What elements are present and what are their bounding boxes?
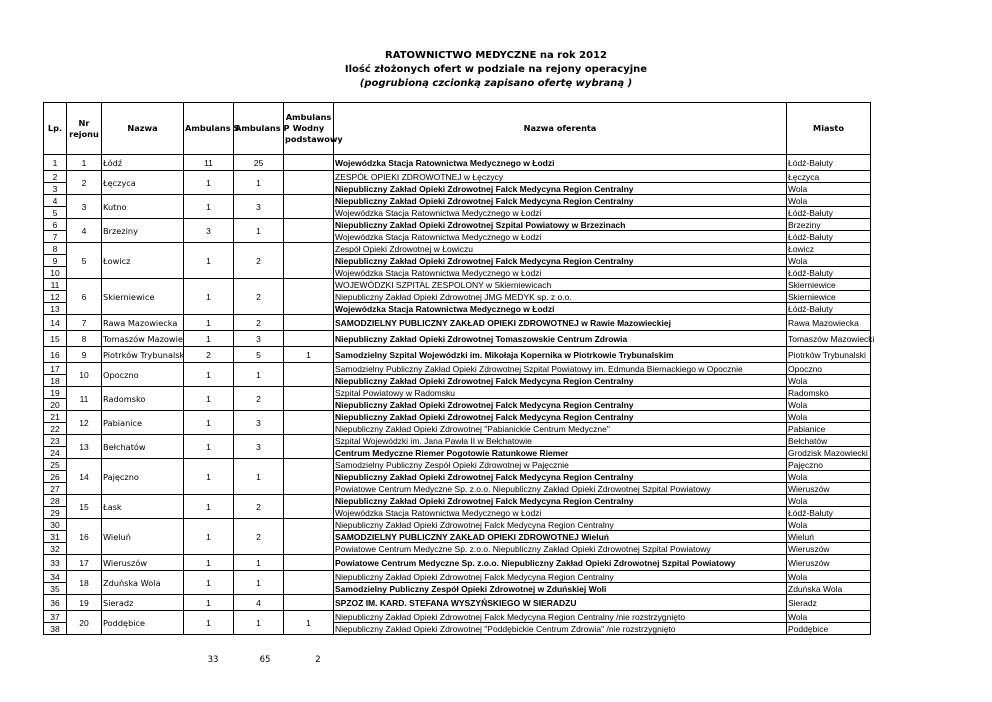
cell-lp: 15 [44,331,67,347]
cell-nazwa: Pabianice [102,411,184,435]
cell-nazwa-oferenta: Powiatowe Centrum Medyczne Sp. z.o.o. Niepubliczny Zakład Opieki Zdrowotnej Szpital Powiatowy [334,555,787,571]
cell-ambulans-wodny [284,495,334,519]
cell-miasto: Łódź-Bałuty [787,303,871,315]
cell-lp: 31 [44,531,67,543]
cell-lp: 35 [44,583,67,595]
cell-nazwa-oferenta: Centrum Medyczne Riemer Pogotowie Ratunkowe Riemer [334,447,787,459]
cell-ambulans-s: 1 [184,171,234,195]
cell-ambulans-p: 3 [234,435,284,459]
cell-lp: 12 [44,291,67,303]
cell-lp: 22 [44,423,67,435]
cell-nr-rejonu: 15 [67,495,102,519]
cell-ambulans-wodny [284,519,334,555]
total-ambulans-s: 33 [207,655,219,665]
cell-ambulans-wodny [284,555,334,571]
cell-ambulans-wodny [284,195,334,219]
cell-ambulans-wodny [284,219,334,243]
cell-lp: 25 [44,459,67,471]
cell-ambulans-s: 1 [184,279,234,315]
cell-nazwa-oferenta: Wojewódzka Stacja Ratownictwa Medycznego w Łodzi [334,207,787,219]
cell-ambulans-p: 1 [234,555,284,571]
cell-lp: 33 [44,555,67,571]
cell-miasto: Łęczyca [787,171,871,183]
table-header-row [44,103,871,155]
table-row [44,519,871,531]
cell-lp: 7 [44,231,67,243]
cell-miasto: Wola [787,611,871,623]
cell-miasto: Pabianice [787,423,871,435]
cell-lp: 14 [44,315,67,331]
cell-nr-rejonu: 3 [67,195,102,219]
cell-nazwa-oferenta: Wojewódzka Stacja Ratownictwa Medycznego w Łodzi [334,155,787,171]
cell-ambulans-wodny [284,435,334,459]
cell-miasto: Wola [787,399,871,411]
cell-nr-rejonu: 20 [67,611,102,635]
cell-ambulans-p: 1 [234,171,284,195]
cell-ambulans-s: 11 [184,155,234,171]
cell-miasto: Tomaszów Mazowiecki [787,331,871,347]
cell-nr-rejonu: 1 [67,155,102,171]
cell-nazwa: Pajęczno [102,459,184,495]
cell-ambulans-p: 25 [234,155,284,171]
cell-nr-rejonu: 11 [67,387,102,411]
cell-nazwa-oferenta: Samodzielny Szpital Wojewódzki im. Mikołaja Kopernika w Piotrkowie Trybunalskim [334,347,787,363]
cell-lp: 38 [44,623,67,635]
cell-miasto: Łódź-Bałuty [787,231,871,243]
cell-nazwa-oferenta: Powiatowe Centrum Medyczne Sp. z.o.o. Niepubliczny Zakład Opieki Zdrowotnej Szpital Powiatowy [334,543,787,555]
cell-nazwa: Bełchatów [102,435,184,459]
cell-miasto: Skierniewice [787,291,871,303]
cell-miasto: Wieruszów [787,483,871,495]
cell-nazwa: Łęczyca [102,171,184,195]
cell-ambulans-p: 3 [234,331,284,347]
cell-nr-rejonu: 2 [67,171,102,195]
cell-nazwa-oferenta: SAMODZIELNY PUBLICZNY ZAKŁAD OPIEKI ZDROWOTNEJ Wieluń [334,531,787,543]
cell-nr-rejonu: 10 [67,363,102,387]
cell-nazwa-oferenta: Samodzielny Publiczny Zespół Opieki Zdrowotnej w Pajęcznie [334,459,787,471]
table-row [44,279,871,291]
cell-nazwa-oferenta: Samodzielny Publiczny Zakład Opieki Zdrowotnej Szpital Powiatowy im. Edmunda Biernackiego w Opocznie [334,363,787,375]
cell-miasto: Wola [787,495,871,507]
cell-miasto: Opoczno [787,363,871,375]
cell-miasto: Wola [787,571,871,583]
cell-nazwa-oferenta: Niepubliczny Zakład Opieki Zdrowotnej Falck Medycyna Region Centralny [334,571,787,583]
cell-miasto: Łódź-Bałuty [787,155,871,171]
total-ambulans-wodny: 2 [315,655,321,665]
cell-ambulans-s: 1 [184,611,234,635]
cell-lp: 1 [44,155,67,171]
cell-ambulans-p: 1 [234,459,284,495]
cell-miasto: Wieruszów [787,543,871,555]
cell-lp: 37 [44,611,67,623]
cell-lp: 18 [44,375,67,387]
header-miasto: Miasto [787,103,871,155]
cell-nazwa: Brzeziny [102,219,184,243]
cell-miasto: Grodzisk Mazowiecki [787,447,871,459]
table-row [44,363,871,375]
cell-nazwa-oferenta: Niepubliczny Zakład Opieki Zdrowotnej JMG MEDYK sp. z o.o. [334,291,787,303]
cell-nr-rejonu: 6 [67,279,102,315]
cell-lp: 3 [44,183,67,195]
cell-lp: 19 [44,387,67,399]
cell-ambulans-wodny [284,595,334,611]
cell-miasto: Łowicz [787,243,871,255]
table-row [44,155,871,171]
header-nr-rejonu: Nr rejonu [67,103,102,155]
table-row [44,611,871,623]
cell-miasto: Wola [787,183,871,195]
cell-ambulans-s: 1 [184,435,234,459]
cell-ambulans-s: 1 [184,195,234,219]
cell-nazwa: Skierniewice [102,279,184,315]
cell-nazwa-oferenta: SAMODZIELNY PUBLICZNY ZAKŁAD OPIEKI ZDROWOTNEJ w Rawie Mazowieckiej [334,315,787,331]
cell-ambulans-wodny [284,411,334,435]
cell-nazwa-oferenta: SPZOZ IM. KARD. STEFANA WYSZYŃSKIEGO W SIERADZU [334,595,787,611]
cell-nazwa-oferenta: Niepubliczny Zakład Opieki Zdrowotnej "Pabianickie Centrum Medyczne" [334,423,787,435]
cell-nr-rejonu: 14 [67,459,102,495]
cell-nazwa: Tomaszów Mazowie [102,331,184,347]
cell-miasto: Wola [787,195,871,207]
cell-nazwa-oferenta: Niepubliczny Zakład Opieki Zdrowotnej Falck Medycyna Region Centralny [334,375,787,387]
cell-ambulans-p: 4 [234,595,284,611]
cell-nr-rejonu: 4 [67,219,102,243]
cell-lp: 4 [44,195,67,207]
cell-nazwa: Zduńska Wola [102,571,184,595]
cell-miasto: Łódź-Bałuty [787,207,871,219]
cell-lp: 26 [44,471,67,483]
cell-nazwa: Piotrków Trybunalsk [102,347,184,363]
cell-ambulans-s: 2 [184,347,234,363]
cell-ambulans-s: 1 [184,495,234,519]
cell-lp: 20 [44,399,67,411]
cell-miasto: Łódź-Bałuty [787,267,871,279]
cell-nr-rejonu: 5 [67,243,102,279]
cell-lp: 16 [44,347,67,363]
table-row [44,387,871,399]
table-row [44,243,871,255]
cell-nazwa: Rawa Mazowiecka [102,315,184,331]
page-subtitle: Ilość złożonych ofert w podziale na rejony operacyjne [344,64,648,75]
cell-nazwa-oferenta: Niepubliczny Zakład Opieki Zdrowotnej Falck Medycyna Region Centralny [334,411,787,423]
cell-nazwa-oferenta: Niepubliczny Zakład Opieki Zdrowotnej Falck Medycyna Region Centralny [334,183,787,195]
cell-lp: 6 [44,219,67,231]
table-row [44,571,871,583]
table-row [44,171,871,183]
cell-nazwa-oferenta: Niepubliczny Zakład Opieki Zdrowotnej Falck Medycyna Region Centralny [334,255,787,267]
cell-ambulans-wodny [284,331,334,347]
cell-lp: 11 [44,279,67,291]
cell-nazwa: Sieradz [102,595,184,611]
cell-ambulans-p: 3 [234,195,284,219]
cell-ambulans-wodny: 1 [284,611,334,635]
table-row [44,459,871,471]
table-row [44,495,871,507]
table-row [44,331,871,347]
cell-miasto: Wola [787,255,871,267]
cell-lp: 5 [44,207,67,219]
cell-lp: 10 [44,267,67,279]
table-row [44,435,871,447]
cell-nazwa-oferenta: WOJEWÓDZKI SZPITAL ZESPOLONY w Skierniewicach [334,279,787,291]
cell-miasto: Wieruszów [787,555,871,571]
cell-ambulans-wodny [284,363,334,387]
cell-nazwa-oferenta: Wojewódzka Stacja Ratownictwa Medycznego w Łodzi [334,231,787,243]
cell-miasto: Bełchatów [787,435,871,447]
cell-lp: 32 [44,543,67,555]
cell-nazwa: Radomsko [102,387,184,411]
cell-lp: 28 [44,495,67,507]
table-row [44,315,871,331]
cell-ambulans-p: 5 [234,347,284,363]
cell-nr-rejonu: 13 [67,435,102,459]
table-row [44,411,871,423]
cell-nazwa-oferenta: Niepubliczny Zakład Opieki Zdrowotnej Falck Medycyna Region Centralny [334,195,787,207]
cell-ambulans-s: 1 [184,243,234,279]
cell-lp: 8 [44,243,67,255]
cell-nazwa-oferenta: Niepubliczny Zakład Opieki Zdrowotnej "Poddębickie Centrum Zdrowia" /nie rozstrzygnięto [334,623,787,635]
cell-lp: 9 [44,255,67,267]
cell-nazwa: Wieluń [102,519,184,555]
cell-ambulans-p: 1 [234,571,284,595]
cell-nr-rejonu: 9 [67,347,102,363]
cell-ambulans-wodny [284,459,334,495]
cell-ambulans-wodny [284,279,334,315]
cell-nazwa: Łowicz [102,243,184,279]
header-ambulans-p: Ambulans P [234,103,284,155]
cell-ambulans-s: 1 [184,555,234,571]
cell-miasto: Zduńska Wola [787,583,871,595]
cell-ambulans-p: 3 [234,411,284,435]
cell-nazwa-oferenta: Zespół Opieki Zdrowotnej w Łowiczu [334,243,787,255]
cell-ambulans-p: 2 [234,279,284,315]
cell-nazwa: Opoczno [102,363,184,387]
cell-miasto: Brzeziny [787,219,871,231]
cell-ambulans-s: 1 [184,363,234,387]
cell-ambulans-s: 1 [184,595,234,611]
cell-ambulans-p: 2 [234,387,284,411]
cell-nazwa-oferenta: Niepubliczny Zakład Opieki Zdrowotnej Falck Medycyna Region Centralny [334,471,787,483]
cell-ambulans-wodny: 1 [284,347,334,363]
cell-nr-rejonu: 18 [67,571,102,595]
cell-nazwa-oferenta: Niepubliczny Zakład Opieki Zdrowotnej Falck Medycyna Region Centralny [334,399,787,411]
cell-nazwa-oferenta: ZESPÓŁ OPIEKI ZDROWOTNEJ w Łęczycy [334,171,787,183]
cell-ambulans-p: 1 [234,219,284,243]
cell-ambulans-wodny [284,243,334,279]
cell-ambulans-wodny [284,155,334,171]
cell-miasto: Radomsko [787,387,871,399]
cell-miasto: Wola [787,411,871,423]
cell-ambulans-wodny [284,315,334,331]
cell-nr-rejonu: 16 [67,519,102,555]
cell-nr-rejonu: 19 [67,595,102,611]
cell-nazwa-oferenta: Niepubliczny Zakład Opieki Zdrowotnej Falck Medycyna Region Centralny [334,495,787,507]
cell-miasto: Wola [787,375,871,387]
cell-lp: 17 [44,363,67,375]
cell-miasto: Wola [787,519,871,531]
header-ambulans-wodny: Ambulans Wodny podstawowy [284,103,334,155]
cell-miasto: Wola [787,471,871,483]
cell-nazwa-oferenta: Wojewódzka Stacja Ratownictwa Medycznego w Łodzi [334,303,787,315]
cell-lp: 2 [44,171,67,183]
cell-nazwa: Kutno [102,195,184,219]
cell-nazwa-oferenta: Niepubliczny Zakład Opieki Zdrowotnej Falck Medycyna Region Centralny /nie rozstrzygnięto [334,611,787,623]
cell-nr-rejonu: 8 [67,331,102,347]
cell-ambulans-p: 2 [234,315,284,331]
cell-nr-rejonu: 7 [67,315,102,331]
table-row [44,595,871,611]
cell-lp: 24 [44,447,67,459]
cell-nazwa-oferenta: Szpital Powiatowy w Radomsku [334,387,787,399]
cell-ambulans-wodny [284,387,334,411]
cell-miasto: Piotrków Trybunalski [787,347,871,363]
cell-ambulans-s: 1 [184,411,234,435]
cell-lp: 29 [44,507,67,519]
cell-nazwa-oferenta: Szpital Wojewódzki im. Jana Pawła II w Bełchatowie [334,435,787,447]
cell-nr-rejonu: 12 [67,411,102,435]
cell-lp: 30 [44,519,67,531]
table-row [44,195,871,207]
page-note: (pogrubioną czcionką zapisano ofertę wybraną ) [359,78,633,89]
table-row [44,219,871,231]
cell-ambulans-wodny [284,171,334,195]
cell-ambulans-p: 2 [234,519,284,555]
cell-miasto: Poddębice [787,623,871,635]
cell-miasto: Skierniewice [787,279,871,291]
cell-lp: 21 [44,411,67,423]
cell-miasto: Pajęczno [787,459,871,471]
cell-ambulans-p: 1 [234,363,284,387]
cell-nazwa-oferenta: Niepubliczny Zakład Opieki Zdrowotnej Falck Medycyna Region Centralny [334,519,787,531]
page-title: RATOWNICTWO MEDYCZNE na rok 2012 [385,50,607,61]
cell-nazwa: Poddębice [102,611,184,635]
cell-nazwa: Łódź [102,155,184,171]
cell-lp: 27 [44,483,67,495]
header-nazwa-oferenta: Nazwa oferenta [334,103,787,155]
cell-ambulans-s: 1 [184,519,234,555]
header-ambulans-s: Ambulans S [184,103,234,155]
cell-nazwa: Łask [102,495,184,519]
table-row [44,347,871,363]
cell-ambulans-s: 1 [184,571,234,595]
cell-nr-rejonu: 17 [67,555,102,571]
cell-ambulans-s: 1 [184,459,234,495]
cell-nazwa: Wieruszów [102,555,184,571]
cell-nazwa-oferenta: Wojewódzka Stacja Ratownictwa Medycznego w Łodzi [334,507,787,519]
cell-ambulans-p: 2 [234,243,284,279]
cell-miasto: Łódź-Bałuty [787,507,871,519]
cell-ambulans-s: 1 [184,315,234,331]
cell-lp: 23 [44,435,67,447]
cell-nazwa-oferenta: Niepubliczny Zakład Opieki Zdrowotnej Szpital Powiatowy w Brzezinach [334,219,787,231]
cell-lp: 34 [44,571,67,583]
offers-table [43,102,875,635]
cell-miasto: Rawa Mazowiecka [787,315,871,331]
cell-nazwa-oferenta: Powiatowe Centrum Medyczne Sp. z.o.o. Niepubliczny Zakład Opieki Zdrowotnej Szpital Powiatowy [334,483,787,495]
cell-lp: 13 [44,303,67,315]
table-body [44,155,875,635]
cell-ambulans-wodny [284,571,334,595]
cell-miasto: Wieluń [787,531,871,543]
cell-ambulans-s: 3 [184,219,234,243]
table-row [44,555,871,571]
header-lp: Lp. [44,103,67,155]
cell-nazwa-oferenta: Niepubliczny Zakład Opieki Zdrowotnej Tomaszowskie Centrum Zdrowia [334,331,787,347]
cell-miasto: Sieradz [787,595,871,611]
header-nazwa: Nazwa [102,103,184,155]
cell-ambulans-s: 1 [184,387,234,411]
cell-ambulans-p: 1 [234,611,284,635]
cell-lp: 36 [44,595,67,611]
cell-ambulans-s: 1 [184,331,234,347]
cell-nazwa-oferenta: Samodzielny Publiczny Zespół Opieki Zdrowotnej w Zduńskiej Woli [334,583,787,595]
cell-nazwa-oferenta: Wojewódzka Stacja Ratownictwa Medycznego w Łodzi [334,267,787,279]
total-ambulans-p: 65 [259,655,271,665]
cell-ambulans-p: 2 [234,495,284,519]
